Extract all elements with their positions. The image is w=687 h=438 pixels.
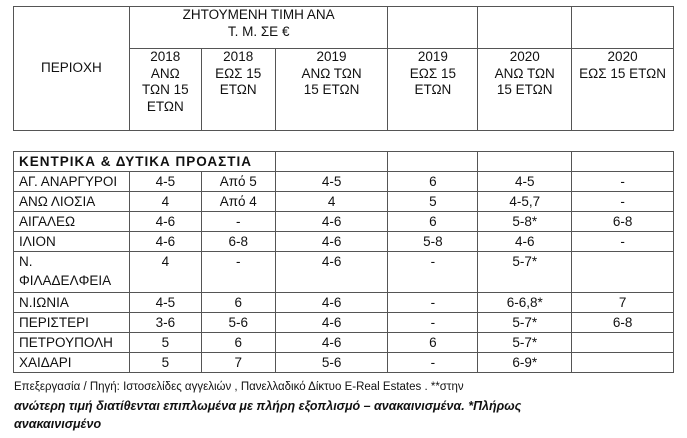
price-cell: 6-8: [572, 212, 674, 232]
price-cell: [572, 353, 674, 373]
table-row: [14, 293, 674, 313]
price-cell: 5-7*: [478, 252, 572, 293]
price-cell: 7: [201, 353, 275, 373]
price-cell: [572, 252, 674, 293]
price-cell: 4: [275, 192, 388, 212]
price-cell: 6-8: [572, 313, 674, 333]
price-cell: 4-6: [275, 212, 388, 232]
price-cell: 4-5: [275, 172, 388, 192]
column-header-line1: 2019: [316, 49, 347, 64]
column-header: [572, 49, 674, 131]
area-name: ΠΕΡΙΣΤΕΡΙ: [19, 315, 89, 330]
column-header-line2: ΑΝΩ: [150, 65, 180, 81]
price-cell: Από 5: [201, 172, 275, 192]
column-header-line1: 2018: [223, 49, 254, 64]
area-name: ΙΛΙΟΝ: [19, 234, 56, 249]
column-header-line3: 15 ΕΤΩΝ: [496, 82, 553, 97]
price-cell: -: [201, 252, 275, 293]
price-cell: -: [201, 212, 275, 232]
header-empty-cell: [478, 7, 572, 49]
area-name-cell: [14, 192, 130, 212]
price-cell: 5: [129, 353, 201, 373]
table-row: [14, 212, 674, 232]
price-table: [13, 151, 674, 373]
column-header-line2: ΕΩΣ 15: [409, 65, 456, 81]
price-cell: 5-7*: [478, 333, 572, 353]
column-header-line1: 2020: [509, 49, 540, 64]
area-name-line2: ΦΙΛΑΔΕΛΦΕΙΑ: [19, 273, 112, 288]
table-row: [14, 313, 674, 333]
price-cell: 5: [129, 333, 201, 353]
table-cell: [478, 152, 572, 172]
column-header: [388, 49, 478, 131]
price-cell: -: [388, 353, 478, 373]
price-cell: 4-6: [275, 333, 388, 353]
area-name-cell: [14, 212, 130, 232]
column-header: [201, 49, 275, 131]
column-header-line3: 15 ΕΤΩΝ: [303, 82, 360, 97]
price-cell: [572, 333, 674, 353]
area-name-cell: [14, 293, 130, 313]
column-header-line2: ΕΩΣ 15 ΕΤΩΝ: [579, 65, 666, 81]
price-cell: -: [572, 192, 674, 212]
price-cell: 4-5,7: [478, 192, 572, 212]
price-cell: 4-6: [275, 293, 388, 313]
price-cell: 4-5: [129, 172, 201, 192]
header-empty-cell: [388, 7, 478, 49]
area-name: Ν.: [19, 254, 33, 269]
area-name-cell: [14, 353, 130, 373]
area-header: ΠΕΡΙΟΧΗ: [14, 7, 130, 131]
price-cell: 5-8*: [478, 212, 572, 232]
column-header: [129, 49, 201, 131]
area-name-cell: [14, 333, 130, 353]
price-cell: 4-6: [129, 232, 201, 252]
price-cell: Από 4: [201, 192, 275, 212]
table-cell: [388, 152, 478, 172]
source-note-line2: ανώτερη τιμή διατίθενται επιπλωμένα με πλήρη εξοπλισμό – ανακαινισμένα. *Πλήρως: [14, 399, 522, 413]
area-name: ΑΓ. ΑΝΑΡΓΥΡΟΙ: [19, 174, 118, 189]
area-name: ΠΕΤΡΟΥΠΟΛΗ: [19, 335, 113, 350]
price-cell: 4-5: [129, 293, 201, 313]
column-header-line1: 2019: [417, 49, 448, 64]
area-name-cell: [14, 252, 130, 293]
price-cell: 5-6: [201, 313, 275, 333]
price-cell: 6: [388, 172, 478, 192]
area-name: ΧΑΙΔΑΡΙ: [19, 355, 72, 370]
price-cell: 5: [388, 192, 478, 212]
price-cell: -: [388, 313, 478, 333]
price-cell: -: [388, 252, 478, 293]
source-note-line3: ανακαινισμένο: [14, 417, 102, 431]
price-cell: -: [572, 232, 674, 252]
area-name-cell: [14, 313, 130, 333]
table-cell: [572, 152, 674, 172]
column-header: [478, 49, 572, 131]
price-cell: 6: [201, 333, 275, 353]
price-cell: 5-8: [388, 232, 478, 252]
column-header-line1: 2018: [150, 49, 181, 64]
column-header-line4: ΕΤΩΝ: [146, 98, 184, 114]
price-cell: 4-6: [478, 232, 572, 252]
price-cell: 6: [388, 333, 478, 353]
price-cell: 4-5: [478, 172, 572, 192]
price-cell: -: [388, 293, 478, 313]
price-cell: 5-6: [275, 353, 388, 373]
column-header-line2: ΑΝΩ ΤΩΝ: [494, 65, 555, 81]
price-cell: 4-6: [275, 232, 388, 252]
price-cell: 6-8: [201, 232, 275, 252]
area-name-cell: [14, 232, 130, 252]
price-cell: 6-9*: [478, 353, 572, 373]
price-title-line2: Τ. Μ. ΣΕ €: [227, 23, 290, 39]
area-name: ΑΝΩ ΛΙΟΣΙΑ: [19, 194, 96, 209]
column-header-line2: ΑΝΩ ΤΩΝ: [301, 65, 362, 81]
area-name-cell: [14, 172, 130, 192]
price-cell: 4-6: [275, 252, 388, 293]
section-title: ΚΕΝΤΡΙΚΑ & ΔΥΤΙΚΑ ΠΡΟΑΣΤΙΑ: [14, 152, 276, 172]
price-cell: 7: [572, 293, 674, 313]
table-row: [14, 333, 674, 353]
table-row: [14, 192, 674, 212]
price-cell: 6: [201, 293, 275, 313]
price-cell: 3-6: [129, 313, 201, 333]
table-row: [14, 232, 674, 252]
price-cell: 4: [129, 252, 201, 293]
price-cell: -: [572, 172, 674, 192]
price-cell: 4-6: [129, 212, 201, 232]
source-note-line1: Επεξεργασία / Πηγή: Ιστοσελίδες αγγελιών , Πανελλαδικό Δίκτυο E-Real Estates . **στην: [14, 381, 464, 393]
table-row: [14, 252, 674, 293]
column-header-line2: ΕΩΣ 15: [215, 65, 262, 81]
price-cell: 4: [129, 192, 201, 212]
price-title-header: [129, 7, 388, 49]
price-cell: 4-6: [275, 313, 388, 333]
area-name: Ν.ΙΩΝΙΑ: [19, 295, 69, 310]
table-row: [14, 172, 674, 192]
table-cell: [275, 152, 388, 172]
price-cell: 6: [388, 212, 478, 232]
area-name: ΑΙΓΑΛΕΩ: [19, 214, 76, 229]
column-header-line3: ΕΤΩΝ: [219, 82, 257, 97]
table-row: [14, 353, 674, 373]
header-table: [13, 6, 674, 131]
price-cell: 6-6,8*: [478, 293, 572, 313]
column-header-line1: 2020: [607, 49, 638, 64]
header-empty-cell: [572, 7, 674, 49]
price-cell: 5-7*: [478, 313, 572, 333]
column-header-line3: ΤΩΝ 15: [141, 82, 189, 97]
price-title-line1: ΖΗΤΟΥΜΕΝΗ ΤΙΜΗ ΑΝΑ: [182, 7, 335, 22]
column-header-line3: ΕΤΩΝ: [414, 82, 452, 97]
column-header: [275, 49, 388, 131]
